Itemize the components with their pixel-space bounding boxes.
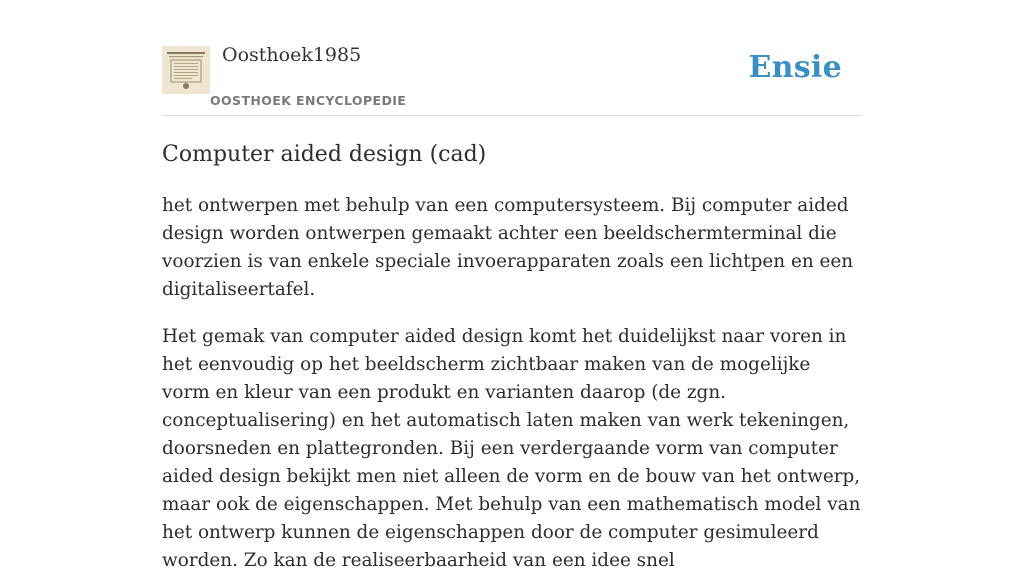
source-label[interactable]: OOSTHOEK ENCYCLOPEDIE	[210, 93, 407, 108]
avatar[interactable]	[162, 46, 210, 94]
article-page	[162, 0, 862, 571]
article-header	[162, 0, 862, 116]
article-title: Computer aided design (cad)	[162, 142, 487, 167]
article-body	[162, 192, 862, 575]
book-cover-icon	[162, 46, 210, 94]
ensie-logo[interactable]: Ensie	[748, 50, 842, 85]
article-paragraph: het ontwerpen met behulp van een computersysteem. Bij computer aided design worden ontwerpen gemaakt achter een beeldschermterminal die voorzien is van enkele speciale invoerapparaten zoals een lichtpen en een digitaliseertafel.	[162, 195, 854, 300]
article-paragraph: Het gemak van computer aided design komt het duidelijkst naar voren in het eenvoudig op het beeldscherm zichtbaar maken van de mogelijke vorm en kleur van een produkt en varianten daarop (de zgn. conceptualisering) en het automatisch laten maken van werk tekeningen, doorsneden en plattegronden. Bij een verdergaande vorm van computer aided design bekijkt men niet alleen de vorm en de bouw van het ontwerp, maar ook de eigenschappen. Met behulp van een mathematisch model van het ontwerp kunnen de eigenschappen door de computer gesimuleerd worden. Zo kan de realiseerbaarheid van een idee snel	[162, 326, 861, 571]
author-name[interactable]: Oosthoek1985	[222, 44, 362, 66]
